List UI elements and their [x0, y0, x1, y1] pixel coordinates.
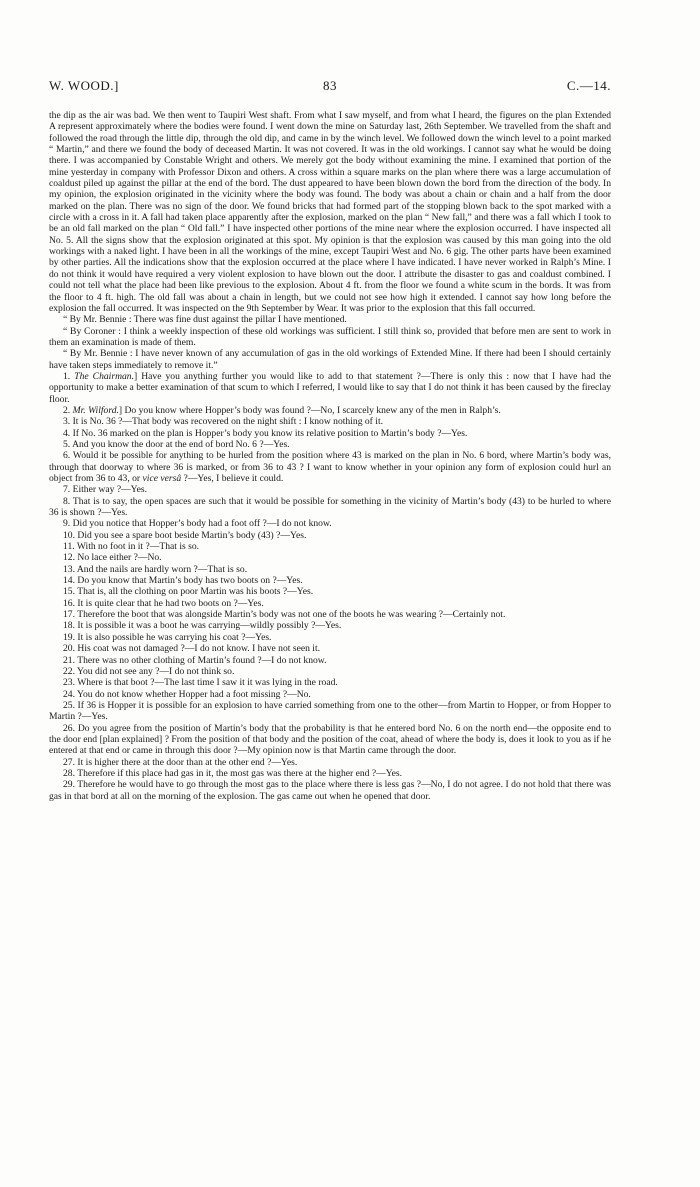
- question-item: 11. With no foot in it ?—That is so.: [63, 541, 200, 553]
- quote-coroner: “ By Coroner : I think a weekly inspection of these old workings was sufficient. I still think so, provided that before men are sent to work in them an examination is made of them.: [49, 325, 611, 348]
- question-item: 10. Did you see a spare boot beside Martin’s body (43) ?—Yes.: [63, 529, 307, 541]
- quote-bennie-1: “ By Mr. Bennie : There was fine dust against the pillar I have mentioned.: [63, 314, 347, 326]
- question-item: 9. Did you notice that Hopper’s body had a foot off ?—I do not know.: [63, 518, 332, 530]
- witness-name: W. WOOD.]: [49, 78, 119, 93]
- question-item: 26. Do you agree from the position of Martin’s body that the probability is that he entered bord No. 6 on the north end—the opposite end to the door end [plan explained] ? From the position of that body and the position of the coat, ahead of where the body is, does it look to you as if he entered at that end or came in through this door ?—My opinion now is that Martin came through the door.: [49, 722, 611, 757]
- page-header: [49, 78, 611, 98]
- question-item: 19. It is also possible he was carrying his coat ?—Yes.: [63, 631, 272, 643]
- document-reference: C.—14.: [566, 78, 611, 93]
- opening-paragraph: the dip as the air was bad. We then went to Taupiri West shaft. From what I saw myself, and from what I heard, the figures on the plan Extended A represent approximately where the bodies were found. I went down the mine on Saturday last, 26th September. We travelled from the shaft and followed the road through the little dip, through the old dip, and came in by the winch level. We followed down the winch level to a point marked “ Martin,” and there we found the body of deceased Martin. It was not covered. It was in the old workings. I cannot say what he would be doing there. I was accompanied by Constable Wright and others. We merely got the body without examining the mine. I examined that portion of the mine yesterday in company with Professor Dixon and others. A cross within a square marks on the plan where there was a large accumulation of coaldust piled up against the pillar at the end of the bord. The dust appeared to have been blown down the bord from the direction of the body. In my opinion, the explosion originated in the vicinity where the body was found. The body was about a chain or chain and a half from the door marked on the plan. There was no sign of the door. We found bricks that had formed part of the stopping blown back to the spot marked with a circle with a cross in it. A fall had taken place apparently after the explosion, marked on the plan “ New fall,” and there was a fall which I took to be an old fall marked on the plan “ Old fall.” I have inspected other portions of the mine near where the explosion occurred. I have inspected all No. 5. All the signs show that the explosion originated at this spot. My opinion is that the explosion was caused by this man going into the old workings with a naked light. I have been in all the workings of the mine, except Taupiri West and No. 6 gig. The other parts have been examined by other parties. All the indications show that the explosion occurred at the place where I have indicated. I have never worked in Ralph’s Mine. I do not think it would have required a very violent explosion to have blown out the door. I attribute the disaster to gas and coaldust combined. I could not tell what the place had been like previous to the explosion. About 4 ft. from the floor we found a white scum in the bords. It was from the floor to 4 ft. high. The old fall was about a chain in length, but we could not see how high it extended. I cannot say how long before the explosion the fall occurred. It was inspected on the 9th September by Wear. It was prior to the explosion that this fall occurred.: [49, 110, 611, 314]
- question-item: 17. Therefore the boot that was alongside Martin’s body was not one of the boots he was wearing ?—Certainly not.: [63, 609, 506, 621]
- question-item: 15. That is, all the clothing on poor Martin was his boots ?—Yes.: [63, 586, 314, 598]
- question-item: 13. And the nails are hardly worn ?—That is so.: [63, 563, 248, 575]
- question-item: 12. No lace either ?—No.: [63, 552, 162, 564]
- question-item: 4. If No. 36 marked on the plan is Hopper’s body you know its relative position to Martin’s body ?—Yes.: [63, 427, 468, 439]
- question-item: 3. It is No. 36 ?—That body was recovered on the night shift : I know nothing of it.: [63, 416, 384, 428]
- question-item: 25. If 36 is Hopper it is possible for an explosion to have carried something from one to the other—from Martin to Hopper, or from Hopper to Martin ?—Yes.: [49, 699, 611, 723]
- question-1: 1. The Chairman.] Have you anything further you would like to add to that statement ?—There is only this : now that I have had the opportunity to make a better examination of that scum to which I referred, I would like to say that I do not think it has been caused by the fireclay floor.: [49, 370, 612, 405]
- page-number: 83: [323, 78, 337, 93]
- question-item: 14. Do you know that Martin’s body has two boots on ?—Yes.: [63, 575, 303, 587]
- document-body: [49, 110, 611, 802]
- question-item: 8. That is to say, the open spaces are such that it would be possible for something in the vicinity of Martin’s body (43) to be hurled to where 36 is shown ?—Yes.: [49, 495, 611, 519]
- question-2: 2. Mr. Wilford.] Do you know where Hopper’s body was found ?—No, I scarcely knew any of the men in Ralph’s.: [63, 404, 501, 416]
- question-6: 6. Would it be possible for anything to be hurled from the position where 43 is marked on the plan in No. 6 bord, where Martin’s body was, through that doorway to where 36 is marked, or from 36 to 43 ? I want to know whether in your opinion any form of explosion could hurl an object from 36 to 43, or vice versâ ?—Yes, I believe it could.: [49, 450, 611, 484]
- question-item: 28. Therefore if this place had gas in it, the most gas was there at the higher end ?—Yes.: [63, 767, 403, 779]
- question-item: 16. It is quite clear that he had two boots on ?—Yes.: [63, 597, 264, 609]
- quote-bennie-2: “ By Mr. Bennie : I have never known of any accumulation of gas in the old workings of Extended Mine. If there had been I should certainly have taken steps immediately to remove it.”: [49, 348, 611, 371]
- question-item: 22. You did not see any ?—I do not think so.: [63, 665, 235, 677]
- question-item: 5. And you know the door at the end of bord No. 6 ?—Yes.: [63, 438, 290, 450]
- question-item: 24. You do not know whether Hopper had a foot missing ?—No.: [63, 688, 311, 700]
- question-item: 18. It is possible it was a boot he was carrying—wildly possibly ?—Yes.: [63, 620, 342, 632]
- question-item: 21. There was no other clothing of Martin’s found ?—I do not know.: [63, 654, 327, 666]
- question-item: 7. Either way ?—Yes.: [63, 484, 148, 496]
- question-item: 29. Therefore he would have to go through the most gas to the place where there is less gas ?—No, I do not agree. I do not hold that there was gas in that bord at all on the morning of the explosion. The gas came out when he opened that door.: [49, 779, 611, 802]
- question-item: 20. His coat was not damaged ?—I do not know. I have not seen it.: [63, 643, 321, 655]
- question-item: 27. It is higher there at the door than at the other end ?—Yes.: [63, 756, 298, 768]
- question-item: 23. Where is that boot ?—The last time I saw it it was lying in the road.: [63, 677, 338, 689]
